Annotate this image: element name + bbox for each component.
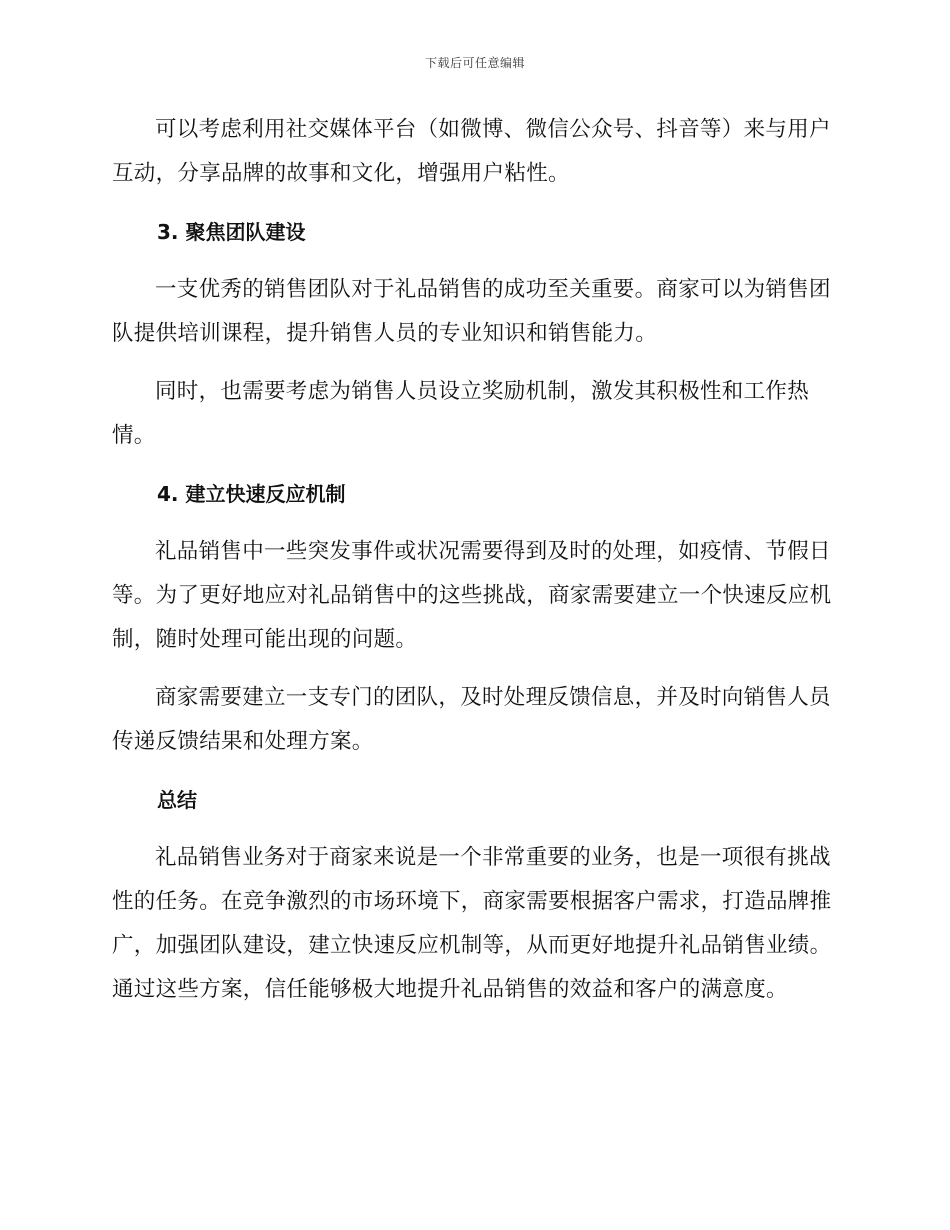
paragraph-team-incentives: 同时，也需要考虑为销售人员设立奖励机制，激发其积极性和工作热情。	[112, 379, 810, 448]
section-heading-summary: 总结	[157, 788, 197, 812]
paragraph-response-team: 商家需要建立一支专门的团队，及时处理反馈信息，并及时向销售人员传递反馈结果和处理方案。	[112, 685, 831, 754]
section-heading-team: 3. 聚焦团队建设	[157, 220, 306, 244]
document-body	[112, 108, 832, 1026]
page-header: 下载后可任意编辑	[424, 56, 525, 70]
paragraph-response-mechanism: 礼品销售中一些突发事件或状况需要得到及时的处理，如疫情、节假日等。为了更好地应对礼品销售中的这些挑战，商家需要建立一个快速反应机制，随时处理可能出现的问题。	[112, 539, 832, 652]
paragraph-summary: 礼品销售业务对于商家来说是一个非常重要的业务，也是一项很有挑战性的任务。在竞争激烈的市场环境下，商家需要根据客户需求，打造品牌推广，加强团队建设，建立快速反应机制等，从而更好地提升礼品销售业绩。通过这些方案，信任能够极大地提升礼品销售的效益和客户的满意度。	[112, 845, 832, 1002]
section-heading-response: 4. 建立快速反应机制	[157, 482, 346, 506]
paragraph-team-training: 一支优秀的销售团队对于礼品销售的成功至关重要。商家可以为销售团队提供培训课程，提升销售人员的专业知识和销售能力。	[112, 277, 831, 346]
paragraph-social-media: 可以考虑利用社交媒体平台（如微博、微信公众号、抖音等）来与用户互动，分享品牌的故事和文化，增强用户粘性。	[112, 117, 831, 186]
